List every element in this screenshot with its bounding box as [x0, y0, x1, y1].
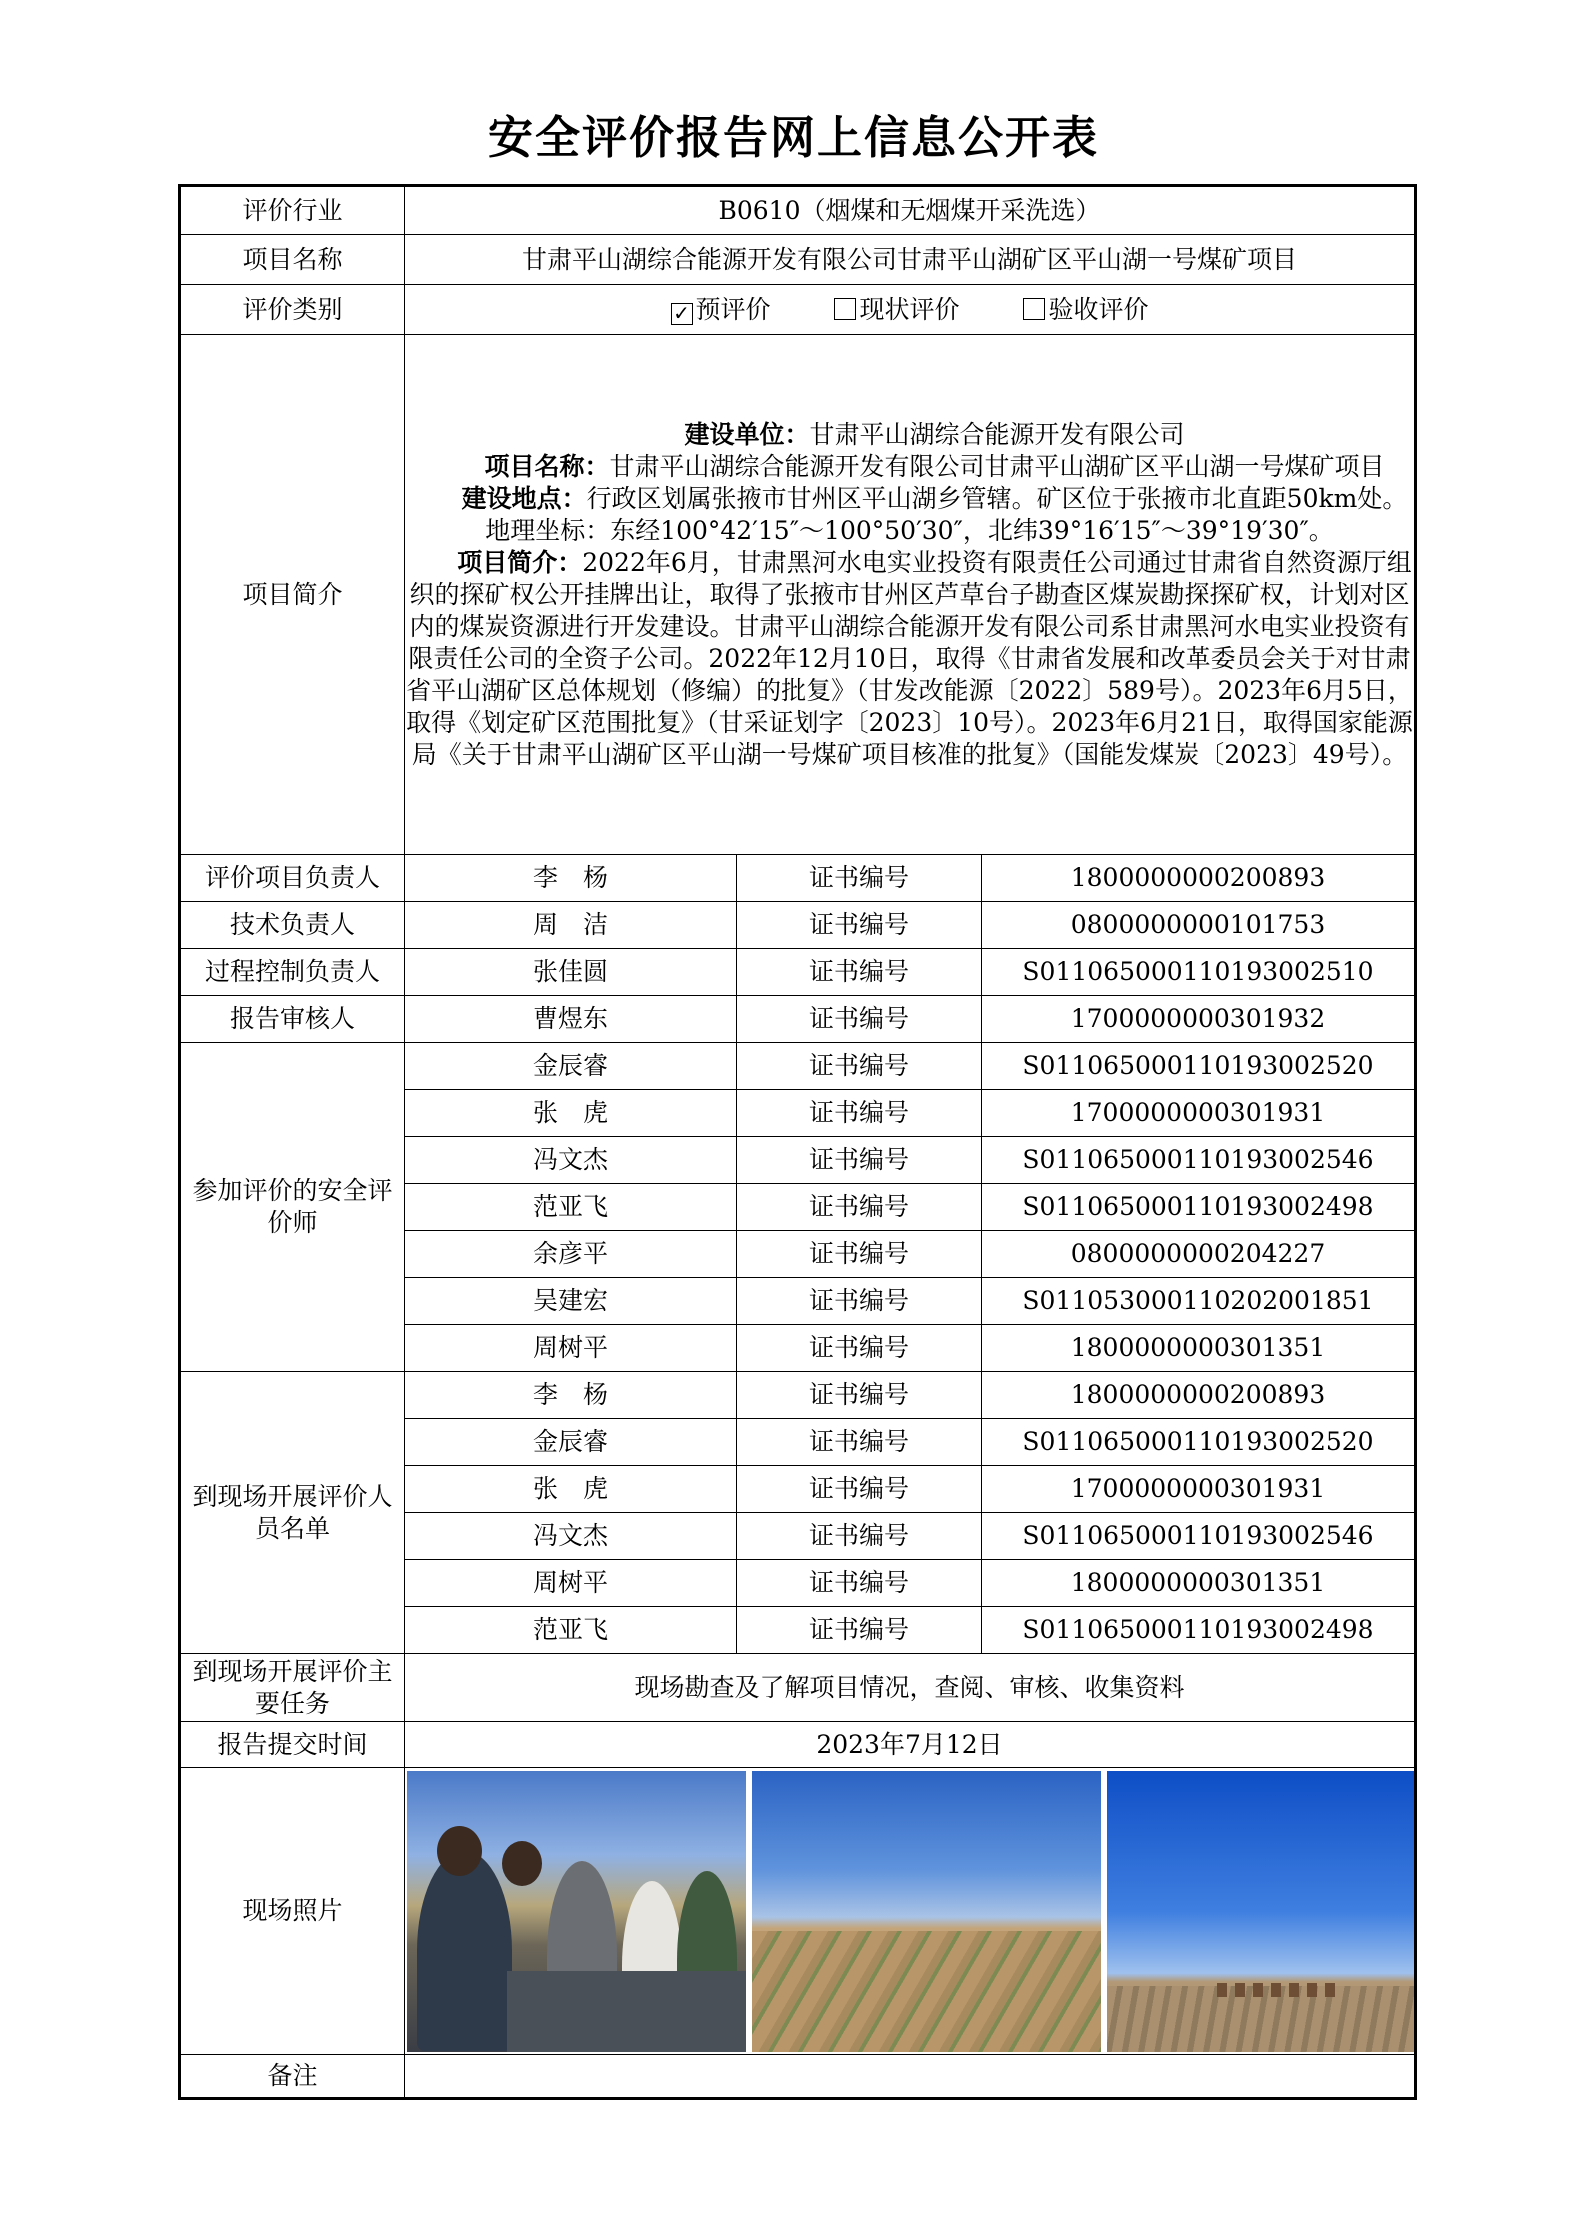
row-remarks [180, 2055, 1416, 2099]
cert-number: 1700000000301932 [982, 996, 1416, 1043]
cert-number: S011065000110193002498 [982, 1184, 1416, 1231]
role-label: 技术负责人 [180, 902, 405, 949]
cert-label: 证书编号 [737, 1466, 982, 1513]
category-options [405, 285, 1416, 335]
cert-number: 0800000000204227 [982, 1231, 1416, 1278]
page-title: 安全评价报告网上信息公开表 [487, 111, 1099, 164]
person-name: 李 杨 [405, 1372, 737, 1419]
person-row [180, 949, 1416, 996]
cert-label: 证书编号 [737, 1090, 982, 1137]
photos-cell [405, 1768, 1416, 2055]
cert-label: 证书编号 [737, 1325, 982, 1372]
person-name: 周 洁 [405, 902, 737, 949]
checkbox-acceptance-evaluation[interactable] [1023, 298, 1045, 320]
person-name: 吴建宏 [405, 1278, 737, 1325]
cert-label: 证书编号 [737, 902, 982, 949]
cert-label: 证书编号 [737, 996, 982, 1043]
cert-number: 1700000000301931 [982, 1090, 1416, 1137]
row-submit-time [180, 1722, 1416, 1768]
cert-number: S011065000110193002510 [982, 949, 1416, 996]
cert-number: 1800000000301351 [982, 1325, 1416, 1372]
location-value: 行政区划属张掖市甘州区平山湖乡管辖。矿区位于张掖市北直距50km处。地理坐标：东经100°42′15″～100°50′30″，北纬39°16′15″～39°19′30″。 [485, 483, 1408, 545]
role-label: 评价项目负责人 [180, 855, 405, 902]
person-name: 张佳圆 [405, 949, 737, 996]
submit-time-label: 报告提交时间 [180, 1722, 405, 1768]
row-tasks [180, 1654, 1416, 1722]
project-name-label: 项目名称 [180, 235, 405, 285]
project-name-value: 甘肃平山湖综合能源开发有限公司甘肃平山湖矿区平山湖一号煤矿项目 [405, 235, 1416, 285]
option-status-evaluation [834, 295, 959, 324]
site-photo-camels [1107, 1771, 1414, 2052]
option-acceptance-evaluation-label: 验收评价 [1048, 294, 1149, 324]
person-name: 张 虎 [405, 1090, 737, 1137]
cert-label: 证书编号 [737, 1137, 982, 1184]
cert-number: 1800000000301351 [982, 1560, 1416, 1607]
cert-number: S011065000110193002498 [982, 1607, 1416, 1654]
row-industry [180, 186, 1416, 235]
checkbox-pre-evaluation[interactable]: ✓ [671, 303, 693, 325]
cert-number: S011065000110193002520 [982, 1419, 1416, 1466]
builder-label: 建设单位： [684, 419, 810, 449]
cert-number: S011065000110193002546 [982, 1513, 1416, 1560]
cert-number: 0800000000101753 [982, 902, 1416, 949]
photos-label: 现场照片 [180, 1768, 405, 2055]
submit-time-value: 2023年7月12日 [405, 1722, 1416, 1768]
person-name: 周树平 [405, 1560, 737, 1607]
option-pre-evaluation [671, 295, 771, 324]
person-name: 冯文杰 [405, 1513, 737, 1560]
cert-label: 证书编号 [737, 1372, 982, 1419]
summary-value: 2022年6月，甘肃黑河水电实业投资有限责任公司通过甘肃省自然资源厅组织的探矿权公开挂牌出让，取得了张掖市甘州区芦草台子勘查区煤炭勘探探矿权，计划对区内的煤炭资源进行开发建设。甘肃平山湖综合能源开发有限公司系甘肃黑河水电实业投资有限责任公司的全资子公司。2022年12月10日，取得《甘肃省发展和改革委员会关于对甘肃省平山湖矿区总体规划（修编）的批复》（甘发改能源〔2022〕589号）。2023年6月5日，取得《划定矿区范围批复》（甘采证划字〔2023〕10号）。2023年6月21日，取得国家能源局《关于甘肃平山湖矿区平山湖一号煤矿项目核准的批复》（国能发煤炭〔2023〕49号）。 [406, 547, 1413, 769]
location-label: 建设地点： [461, 483, 587, 513]
option-status-evaluation-label: 现状评价 [859, 294, 960, 324]
person-name: 冯文杰 [405, 1137, 737, 1184]
person-row [180, 1372, 1416, 1419]
cert-label: 证书编号 [737, 1043, 982, 1090]
cert-number: 1700000000301931 [982, 1466, 1416, 1513]
checkbox-status-evaluation[interactable] [834, 298, 856, 320]
industry-label: 评价行业 [180, 186, 405, 235]
site-photo-desert [752, 1771, 1101, 2052]
photo-strip [405, 1769, 1414, 2054]
cert-number: S011053000110202001851 [982, 1278, 1416, 1325]
cert-number: 1800000000200893 [982, 1372, 1416, 1419]
tasks-label: 到现场开展评价主要任务 [180, 1654, 405, 1722]
intro-text [405, 335, 1416, 855]
industry-value: B0610（烟煤和无烟煤开采洗选） [405, 186, 1416, 235]
intro-name-value: 甘肃平山湖综合能源开发有限公司甘肃平山湖矿区平山湖一号煤矿项目 [609, 451, 1385, 481]
cert-label: 证书编号 [737, 1513, 982, 1560]
builder-value: 甘肃平山湖综合能源开发有限公司 [809, 419, 1185, 449]
option-pre-evaluation-label: 预评价 [695, 294, 771, 324]
row-project-name [180, 235, 1416, 285]
site-staff-label: 到现场开展评价人员名单 [180, 1372, 405, 1654]
cert-label: 证书编号 [737, 949, 982, 996]
row-photos [180, 1768, 1416, 2055]
option-acceptance-evaluation [1023, 295, 1148, 324]
cert-number: 1800000000200893 [982, 855, 1416, 902]
person-row [180, 996, 1416, 1043]
remarks-value [405, 2055, 1416, 2099]
cert-label: 证书编号 [737, 1184, 982, 1231]
person-row [180, 855, 1416, 902]
cert-label: 证书编号 [737, 1278, 982, 1325]
person-name: 李 杨 [405, 855, 737, 902]
person-name: 余彦平 [405, 1231, 737, 1278]
cert-number: S011065000110193002520 [982, 1043, 1416, 1090]
tasks-value: 现场勘查及了解项目情况，查阅、审核、收集资料 [405, 1654, 1416, 1722]
cert-label: 证书编号 [737, 1607, 982, 1654]
person-name: 周树平 [405, 1325, 737, 1372]
row-intro [180, 335, 1416, 855]
intro-name-label: 项目名称： [484, 451, 610, 481]
summary-label: 项目简介： [457, 547, 583, 577]
site-photo-team [407, 1771, 746, 2052]
category-label: 评价类别 [180, 285, 405, 335]
cert-label: 证书编号 [737, 855, 982, 902]
cert-label: 证书编号 [737, 1560, 982, 1607]
role-label: 报告审核人 [180, 996, 405, 1043]
person-name: 范亚飞 [405, 1607, 737, 1654]
person-name: 金辰睿 [405, 1043, 737, 1090]
disclosure-table [178, 184, 1417, 2100]
role-label: 过程控制负责人 [180, 949, 405, 996]
person-row [180, 902, 1416, 949]
person-name: 金辰睿 [405, 1419, 737, 1466]
cert-label: 证书编号 [737, 1231, 982, 1278]
assessors-label: 参加评价的安全评价师 [180, 1043, 405, 1372]
remarks-label: 备注 [180, 2055, 405, 2099]
person-name: 范亚飞 [405, 1184, 737, 1231]
row-category [180, 285, 1416, 335]
person-row [180, 1043, 1416, 1090]
cert-label: 证书编号 [737, 1419, 982, 1466]
cert-number: S011065000110193002546 [982, 1137, 1416, 1184]
intro-label: 项目简介 [180, 335, 405, 855]
person-name: 曹煜东 [405, 996, 737, 1043]
person-name: 张 虎 [405, 1466, 737, 1513]
